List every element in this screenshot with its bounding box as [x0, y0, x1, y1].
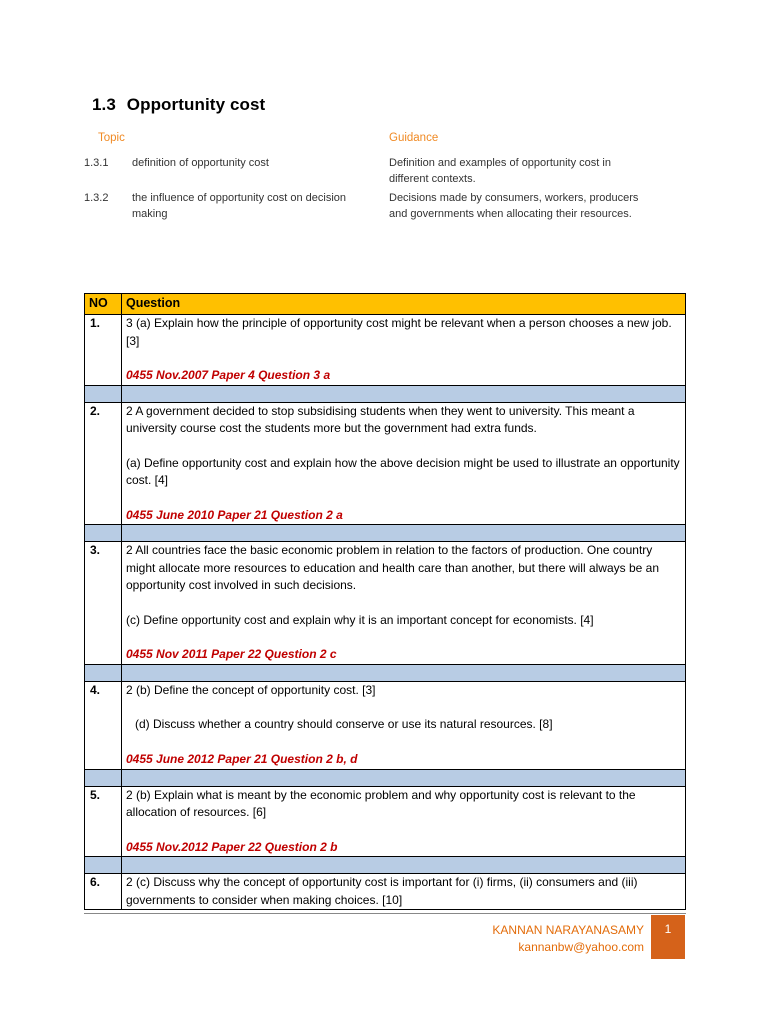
table-row [85, 681, 686, 769]
question-cell [122, 681, 686, 769]
table-separator [85, 664, 686, 681]
table-separator [85, 857, 686, 874]
question-text: 2 A government decided to stop subsidising students when they went to university. This meant a university course cost the students more but the government had extra funds. [126, 403, 635, 435]
question-text: 3 (a) Explain how the principle of opportunity cost might be relevant when a person chooses a new job. [3] [126, 316, 672, 348]
table-separator [85, 525, 686, 542]
question-text: 2 (c) Discuss why the concept of opportunity cost is important for (i) firms, (ii) consumers and (iii) governments to consider when making choices. [10] [126, 875, 638, 907]
table-row [85, 315, 686, 386]
questions-table [84, 293, 686, 910]
topic-header: Topic [98, 132, 125, 144]
question-text: (c) Define opportunity cost and explain why it is an important concept for economists. [4] [126, 612, 594, 627]
table-row [85, 402, 686, 525]
page-number: 1 [651, 915, 685, 959]
question-text: 2 All countries face the basic economic problem in relation to the factors of production. One country might allocate more resources to education and health care than another, but there will always be an opportunity cost involved in such decisions. [126, 543, 659, 592]
table-row [85, 786, 686, 857]
syllabus-guidance: Definition and examples of opportunity cost in different contexts. [389, 157, 611, 185]
header-no: NO [85, 294, 122, 315]
question-number: 1. [85, 315, 122, 386]
syllabus-topic: definition of opportunity cost [132, 157, 269, 169]
footer-author: KANNAN NARAYANASAMY [492, 923, 644, 937]
question-cell [122, 786, 686, 857]
page-title [92, 95, 265, 115]
guidance-header: Guidance [389, 132, 439, 144]
syllabus-code: 1.3.1 [84, 157, 109, 169]
table-separator [85, 769, 686, 786]
question-reference: 0455 Nov 2011 Paper 22 Question 2 c [126, 647, 337, 661]
syllabus-topic: the influence of opportunity cost on decision making [132, 192, 347, 220]
question-reference: 0455 Nov.2012 Paper 22 Question 2 b [126, 839, 338, 854]
table-separator [85, 385, 686, 402]
table-row [85, 542, 686, 665]
question-text: (a) Define opportunity cost and explain how the above decision might be used to illustrate an opportunity cost. [4] [126, 455, 680, 487]
question-text: 2 (b) Explain what is meant by the economic problem and why opportunity cost is relevant to the allocation of resources. [6] [126, 787, 636, 819]
question-reference: 0455 Nov.2007 Paper 4 Question 3 a [126, 368, 331, 382]
question-number: 5. [85, 786, 122, 857]
section-title: Opportunity cost [126, 95, 266, 114]
question-cell [122, 315, 686, 386]
question-number: 6. [85, 874, 122, 910]
question-reference: 0455 June 2012 Paper 21 Question 2 b, d [126, 751, 358, 766]
question-number: 3. [85, 542, 122, 665]
question-text: (d) Discuss whether a country should conserve or use its natural resources. [8] [135, 717, 553, 731]
table-header-row [85, 294, 686, 315]
section-number: 1.3 [92, 95, 116, 114]
syllabus-guidance: Decisions made by consumers, workers, producers and governments when allocating their resources. [389, 192, 639, 220]
question-number: 2. [85, 402, 122, 525]
question-cell [122, 402, 686, 525]
footer-email[interactable]: kannanbw@yahoo.com [518, 940, 644, 954]
table-row [85, 874, 686, 910]
question-reference: 0455 June 2010 Paper 21 Question 2 a [126, 507, 343, 522]
footer-divider [84, 913, 686, 914]
question-number: 4. [85, 681, 122, 769]
question-cell [122, 542, 686, 665]
footer [492, 922, 644, 956]
header-question: Question [122, 294, 686, 315]
question-cell [122, 874, 686, 910]
syllabus-code: 1.3.2 [84, 192, 109, 204]
question-text: 2 (b) Define the concept of opportunity cost. [3] [126, 682, 376, 697]
